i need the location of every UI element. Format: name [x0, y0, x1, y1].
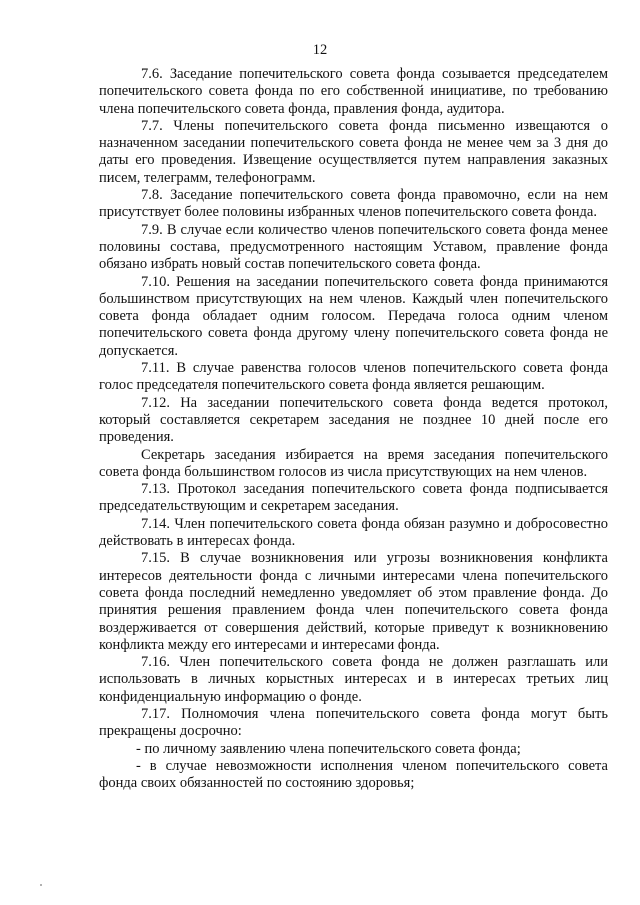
list-item-health-reasons: - в случае невозможности исполнения членом попечительского совета фонда своих обязанностей по состоянию здоровья; [99, 757, 608, 792]
paragraph-7-14: 7.14. Член попечительского совета фонда обязан разумно и добросовестно действовать в интересах фонда. [99, 515, 608, 550]
paragraph-7-8: 7.8. Заседание попечительского совета фонда правомочно, если на нем присутствует более половины избранных членов попечительского совета фонда. [99, 187, 608, 221]
paragraph-7-12: 7.12. На заседании попечительского совета фонда ведется протокол, который составляется секретарем заседания не позднее 10 дней после его проведения. [99, 394, 608, 446]
paragraph-7-11: 7.11. В случае равенства голосов членов попечительского совета фонда голос председателя попечительского совета фонда является решающим. [99, 360, 608, 394]
paragraph-7-15: 7.15. В случае возникновения или угрозы возникновения конфликта интересов деятельности фонда с личными интересами члена попечительского совета фонда последний немедленно уведомляет об этом правление фонда. До принятия решения правлением фонда член попечительского совета фонда воздерживается от совершения действий, которые приведут к возникновению конфликта между его интересами и интересами фонда. [99, 550, 608, 653]
document-body [99, 66, 608, 792]
paragraph-7-17: 7.17. Полномочия члена попечительского совета фонда могут быть прекращены досрочно: [99, 705, 608, 740]
paragraph-secretary: Секретарь заседания избирается на время заседания попечительского совета фонда большинством голосов из числа присутствующих на нем членов. [99, 446, 608, 480]
list-item-personal-statement: - по личному заявлению члена попечительского совета фонда; [136, 740, 521, 757]
paragraph-7-6: 7.6. Заседание попечительского совета фонда созывается председателем попечительского совета фонда по его собственной инициативе, по требованию члена попечительского совета фонда, правления фонда, аудитора. [99, 66, 608, 117]
paragraph-7-9: 7.9. В случае если количество членов попечительского совета фонда менее половины состава, предусмотренного настоящим Уставом, правление фонда обязано избрать новый состав попечительского совета фонда. [99, 221, 608, 273]
paragraph-7-16: 7.16. Член попечительского совета фонда не должен разглашать или использовать в личных корыстных интересах и в интересах третьих лиц конфиденциальную информацию о фонде. [99, 654, 608, 705]
paragraph-7-7: 7.7. Члены попечительского совета фонда письменно извещаются о назначенном заседании попечительского совета фонда не менее чем за 3 дня до даты его проведения. Извещение осуществляется путем направления заказных писем, телеграмм, телефонограмм. [99, 117, 608, 186]
scan-speck [40, 884, 42, 886]
paragraph-7-10: 7.10. Решения на заседании попечительского совета фонда принимаются большинством присутствующих на нем членов. Каждый член попечительского совета фонда обладает одним голосом. Передача голоса одним членом попечительского совета фонда другому члену попечительского совета фонда не допускается. [99, 273, 608, 359]
paragraph-7-13: 7.13. Протокол заседания попечительского совета фонда подписывается председательствующим и секретарем заседания. [99, 481, 608, 515]
page-number: 12 [312, 42, 328, 58]
